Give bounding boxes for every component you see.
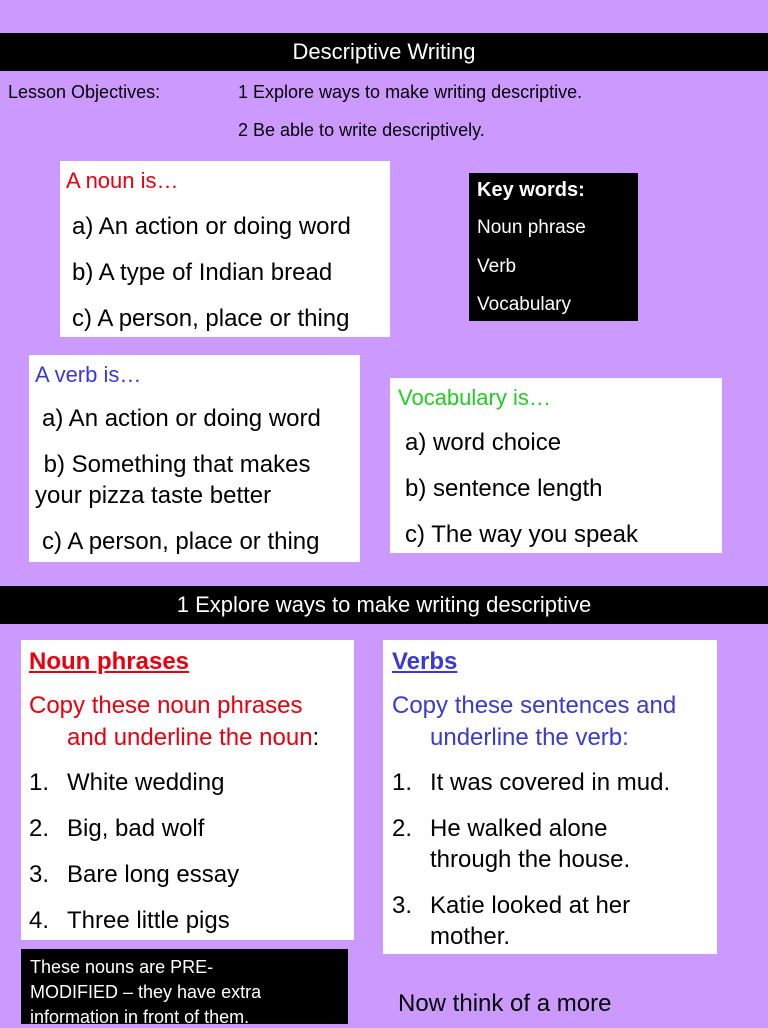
verb-text-3-line1: Katie looked at her [430, 892, 631, 919]
page-title: Descriptive Writing [292, 39, 476, 64]
verb-number-2: 2. [392, 815, 413, 842]
vocab-quiz-card [390, 378, 722, 553]
verb-quiz-option-b-line1: b) Something that makes [37, 451, 311, 478]
verb-quiz-card [29, 355, 360, 562]
verb-quiz-question: A verb is… [35, 362, 142, 387]
noun-quiz-option-c: c) A person, place or thing [72, 305, 350, 332]
pre-modified-note [21, 949, 348, 1027]
noun-phrase-number-4: 4. [29, 907, 50, 934]
note-line-3: information in front of them. [30, 1007, 250, 1027]
verbs-card [383, 640, 717, 954]
note-line-1: These nouns are PRE- [30, 957, 214, 977]
verb-text-2-line2: through the house. [430, 846, 631, 873]
verb-text-1: It was covered in mud. [430, 769, 671, 796]
verb-text-3-line2: mother. [430, 923, 511, 950]
verbs-instruction-line2: underline the verb: [430, 724, 629, 751]
noun-phrase-text-4: Three little pigs [67, 907, 230, 934]
verbs-instruction-line1: Copy these sentences and [392, 692, 677, 719]
verb-quiz-option-a: a) An action or doing word [42, 405, 321, 432]
noun-quiz-card [60, 161, 390, 337]
key-words-title: Key words: [477, 179, 585, 201]
noun-phrase-number-2: 2. [29, 815, 50, 842]
noun-phrase-number-3: 3. [29, 861, 50, 888]
vocab-quiz-option-a: a) word choice [405, 429, 562, 456]
verb-text-2-line1: He walked alone [430, 815, 608, 842]
verb-number-3: 3. [392, 892, 413, 919]
vocab-quiz-option-c: c) The way you speak [405, 521, 639, 548]
note-line-2: MODIFIED – they have extra [30, 982, 262, 1002]
key-word-verb: Verb [477, 256, 517, 277]
verbs-heading: Verbs [392, 648, 458, 675]
noun-phrase-text-1: White wedding [67, 769, 225, 796]
noun-phrases-instruction-line1: Copy these noun phrases [29, 692, 303, 719]
now-think-text: Now think of a more [398, 990, 612, 1017]
noun-phrases-instruction-line2 [67, 724, 319, 752]
vocab-quiz-question: Vocabulary is… [398, 385, 551, 410]
verb-quiz-option-b-line2: your pizza taste better [35, 482, 272, 509]
noun-phrase-text-3: Bare long essay [67, 861, 240, 888]
key-word-noun-phrase: Noun phrase [477, 217, 586, 238]
noun-phrases-card [21, 640, 354, 940]
objectives-label: Lesson Objectives: [8, 82, 161, 102]
objective-1: 1 Explore ways to make writing descriptive. [238, 82, 583, 102]
key-words-box [469, 173, 638, 321]
verb-quiz-option-c: c) A person, place or thing [42, 528, 320, 555]
objective-2: 2 Be able to write descriptively. [238, 120, 485, 140]
section-bar [0, 586, 768, 624]
noun-phrases-instruction-red: and underline the noun [67, 724, 313, 751]
noun-quiz-question: A noun is… [66, 168, 179, 193]
noun-phrase-number-1: 1. [29, 769, 50, 796]
noun-phrases-heading: Noun phrases [29, 648, 190, 675]
noun-quiz-option-a: a) An action or doing word [72, 213, 351, 240]
key-word-vocabulary: Vocabulary [477, 294, 572, 315]
verb-number-1: 1. [392, 769, 413, 796]
section-title: 1 Explore ways to make writing descriptive [176, 592, 592, 617]
noun-quiz-option-b: b) A type of Indian bread [72, 259, 333, 286]
title-bar [0, 33, 768, 71]
noun-phrases-instruction-colon: : [312, 724, 320, 751]
noun-phrase-text-2: Big, bad wolf [67, 815, 205, 842]
vocab-quiz-option-b: b) sentence length [405, 475, 603, 502]
